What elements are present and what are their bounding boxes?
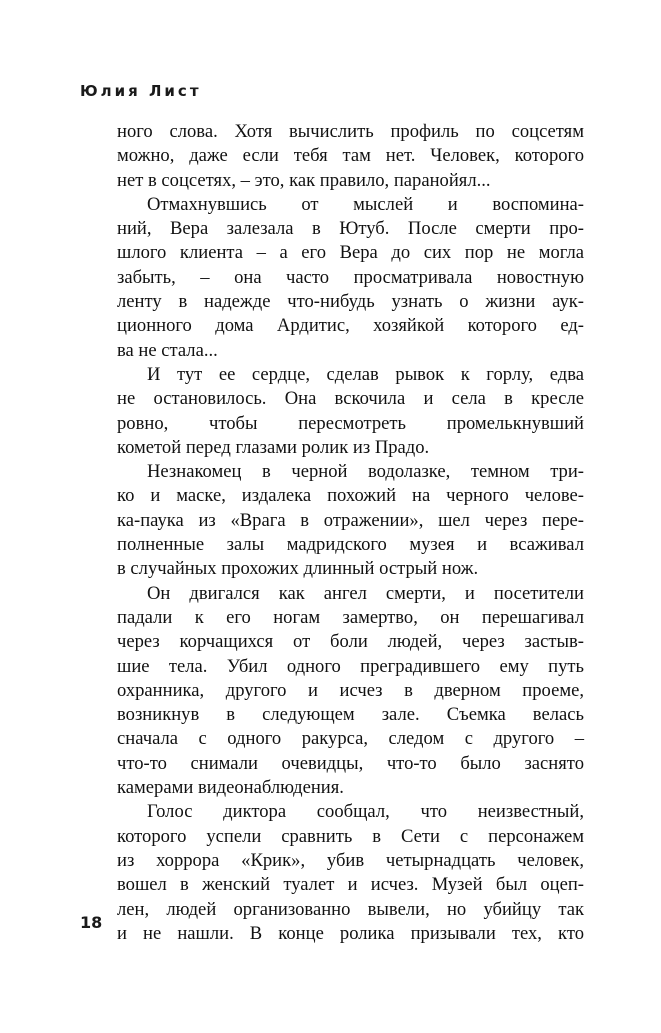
text-line: шлого клиента – а его Вера до сих пор не могла [117, 242, 584, 264]
text-line: лен, людей организованно вывели, но убийцу так [117, 898, 584, 920]
body-text [117, 120, 584, 946]
text-line: Отмахнувшись от мыслей и воспомина- [147, 193, 584, 215]
text-line: ний, Вера залезала в Ютуб. После смерти про- [117, 218, 584, 240]
text-line: падали к его ногам замертво, он перешагивал [117, 606, 584, 628]
text-line: через корчащихся от боли людей, через застыв- [117, 631, 584, 653]
text-line: полненные залы мадридского музея и всаживал [117, 534, 584, 556]
text-line: ровно, чтобы пересмотреть промелькнувший [117, 412, 584, 434]
text-line: камерами видеонаблюдения. [117, 777, 344, 799]
text-line: охранника, другого и исчез в дверном проеме, [117, 679, 584, 701]
text-line: ленту в надежде что-нибудь узнать о жизни аук- [117, 291, 584, 313]
text-line: которого успели сравнить в Сети с персонажем [117, 825, 584, 847]
text-line: вошел в женский туалет и исчез. Музей был оцеп- [117, 874, 584, 896]
text-line: Незнакомец в черной водолазке, темном три- [147, 461, 584, 483]
text-line: забыть, – она часто просматривала новостную [117, 266, 584, 288]
text-line: ционного дома Ардитис, хозяйкой которого ед- [117, 315, 584, 337]
text-line: кометой перед глазами ролик из Прадо. [117, 436, 430, 458]
text-line: что-то снимали очевидцы, что-то было заснято [117, 752, 584, 774]
text-line: нет в соцсетях, – это, как правило, паранойял... [117, 169, 491, 191]
text-line: в случайных прохожих длинный острый нож. [117, 558, 479, 580]
text-line: Голос диктора сообщал, что неизвестный, [147, 801, 584, 823]
text-line: шие тела. Убил одного преградившего ему путь [117, 655, 584, 677]
text-line: ного слова. Хотя вычислить профиль по соцсетям [117, 121, 584, 142]
text-line: из хоррора «Крик», убив четырнадцать человек, [117, 849, 584, 871]
text-line: возникнув в следующем зале. Съемка велась [117, 704, 584, 726]
page-number: 18 [80, 913, 103, 932]
text-line: Он двигался как ангел смерти, и посетители [147, 582, 584, 604]
text-line: не остановилось. Она вскочила и села в кресле [117, 388, 584, 410]
running-header-author: Юлия Лист [80, 82, 202, 100]
text-line: можно, даже если тебя там нет. Человек, которого [117, 145, 584, 167]
text-line: и не нашли. В конце ролика призывали тех, кто [117, 922, 584, 944]
text-line: И тут ее сердце, сделав рывок к горлу, едва [147, 363, 584, 385]
text-line: сначала с одного ракурса, следом с другого – [117, 728, 584, 750]
text-line: ва не стала... [117, 339, 218, 361]
text-line: ка-паука из «Врага в отражении», шел через пере- [117, 509, 584, 531]
text-line: ко и маске, издалека похожий на черного челове- [117, 485, 584, 507]
